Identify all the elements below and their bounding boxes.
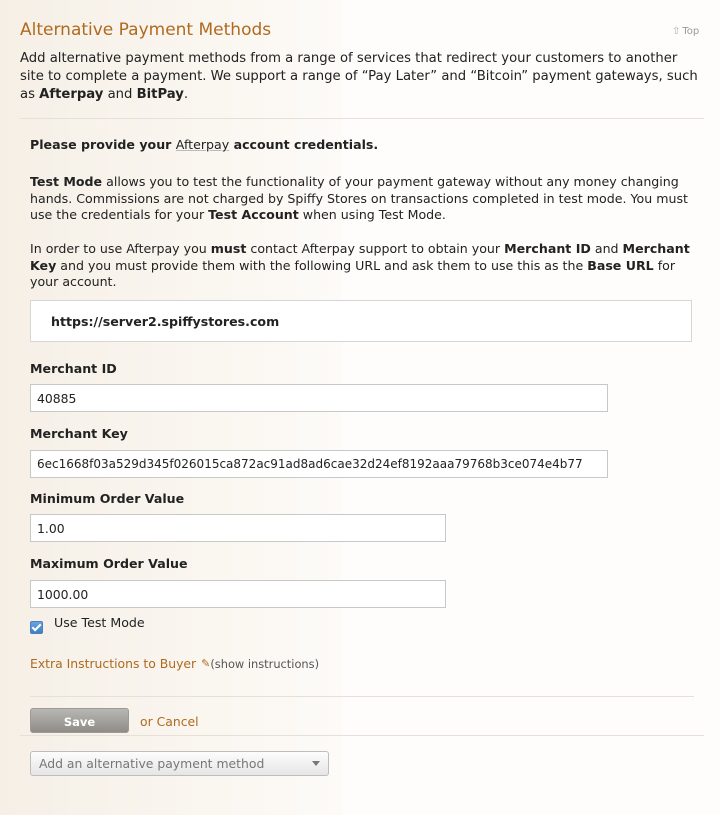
page-title: Alternative Payment Methods bbox=[20, 20, 272, 40]
add-payment-method-select[interactable] bbox=[30, 751, 329, 776]
chevron-down-icon bbox=[312, 761, 320, 766]
base-url-box bbox=[30, 300, 692, 342]
intro-part1: Add alternative payment methods from a range of services that redirect your customers to another site to complete a payment. We support a range of “Pay Later” and “Bitcoin” payment gateways, such as bbox=[20, 51, 698, 102]
contact-instructions bbox=[30, 241, 694, 291]
contact-text3: and bbox=[590, 241, 623, 256]
contact-bold-must: must bbox=[210, 241, 247, 256]
divider-form-bottom bbox=[30, 696, 694, 697]
test-mode-text2: when using Test Mode. bbox=[298, 207, 446, 222]
merchant-id-input[interactable] bbox=[30, 384, 608, 412]
show-instructions-link[interactable]: (show instructions) bbox=[210, 656, 320, 671]
intro-brand-bitpay: BitPay bbox=[136, 87, 184, 102]
minimum-order-label: Minimum Order Value bbox=[30, 491, 185, 506]
merchant-key-label: Merchant Key bbox=[30, 426, 128, 441]
extra-instructions-link[interactable]: Extra Instructions to Buyer bbox=[30, 656, 197, 671]
merchant-id-label: Merchant ID bbox=[30, 361, 117, 376]
cancel-row bbox=[140, 714, 199, 729]
divider-top bbox=[20, 118, 704, 119]
test-mode-label[interactable]: Use Test Mode bbox=[54, 615, 145, 630]
contact-text2: contact Afterpay support to obtain your bbox=[246, 241, 505, 256]
divider-bottom bbox=[20, 735, 704, 736]
credentials-heading-before: Please provide your bbox=[30, 137, 176, 152]
afterpay-link[interactable]: Afterpay bbox=[175, 137, 230, 152]
merchant-key-input[interactable] bbox=[30, 450, 608, 478]
credentials-heading-after: account credentials. bbox=[229, 137, 379, 152]
contact-bold-merchant-key: Merchant Key bbox=[30, 241, 690, 273]
save-button[interactable]: Save bbox=[30, 708, 129, 733]
contact-text1: In order to use Afterpay you bbox=[30, 241, 211, 256]
intro-part3: . bbox=[183, 87, 189, 102]
test-mode-description bbox=[30, 174, 694, 224]
contact-text5: for your account. bbox=[30, 257, 676, 289]
maximum-order-label: Maximum Order Value bbox=[30, 556, 188, 571]
test-mode-checkbox[interactable] bbox=[30, 621, 43, 634]
base-url-value: https://server2.spiffystores.com bbox=[51, 314, 280, 329]
contact-text4: and you must provide them with the following URL and ask them to use this as the bbox=[56, 257, 588, 273]
intro-brand-afterpay: Afterpay bbox=[39, 87, 104, 102]
cancel-link[interactable]: Cancel bbox=[156, 714, 199, 729]
up-arrow-icon: ⇧ bbox=[672, 26, 681, 37]
extra-instructions-row[interactable] bbox=[30, 656, 319, 671]
test-mode-text1: allows you to test the functionality of your payment gateway without any money changing hands. Commissions are not charged by Spiffy Stores on transactions completed in test mode. You must use the credentials for your bbox=[30, 174, 688, 222]
intro-text bbox=[20, 50, 700, 104]
add-payment-method-placeholder: Add an alternative payment method bbox=[39, 756, 265, 771]
or-text: or bbox=[140, 714, 157, 729]
top-link[interactable] bbox=[672, 26, 699, 37]
pencil-icon[interactable]: ✎ bbox=[201, 657, 211, 670]
minimum-order-input[interactable] bbox=[30, 514, 446, 542]
test-account-term: Test Account bbox=[208, 207, 299, 222]
maximum-order-input[interactable] bbox=[30, 580, 446, 608]
credentials-heading bbox=[30, 137, 378, 152]
intro-part2: and bbox=[103, 87, 137, 102]
test-mode-term: Test Mode bbox=[30, 174, 103, 189]
contact-bold-merchant-id: Merchant ID bbox=[504, 241, 591, 256]
top-link-label: Top bbox=[682, 26, 700, 37]
contact-bold-base-url: Base URL bbox=[587, 257, 654, 273]
